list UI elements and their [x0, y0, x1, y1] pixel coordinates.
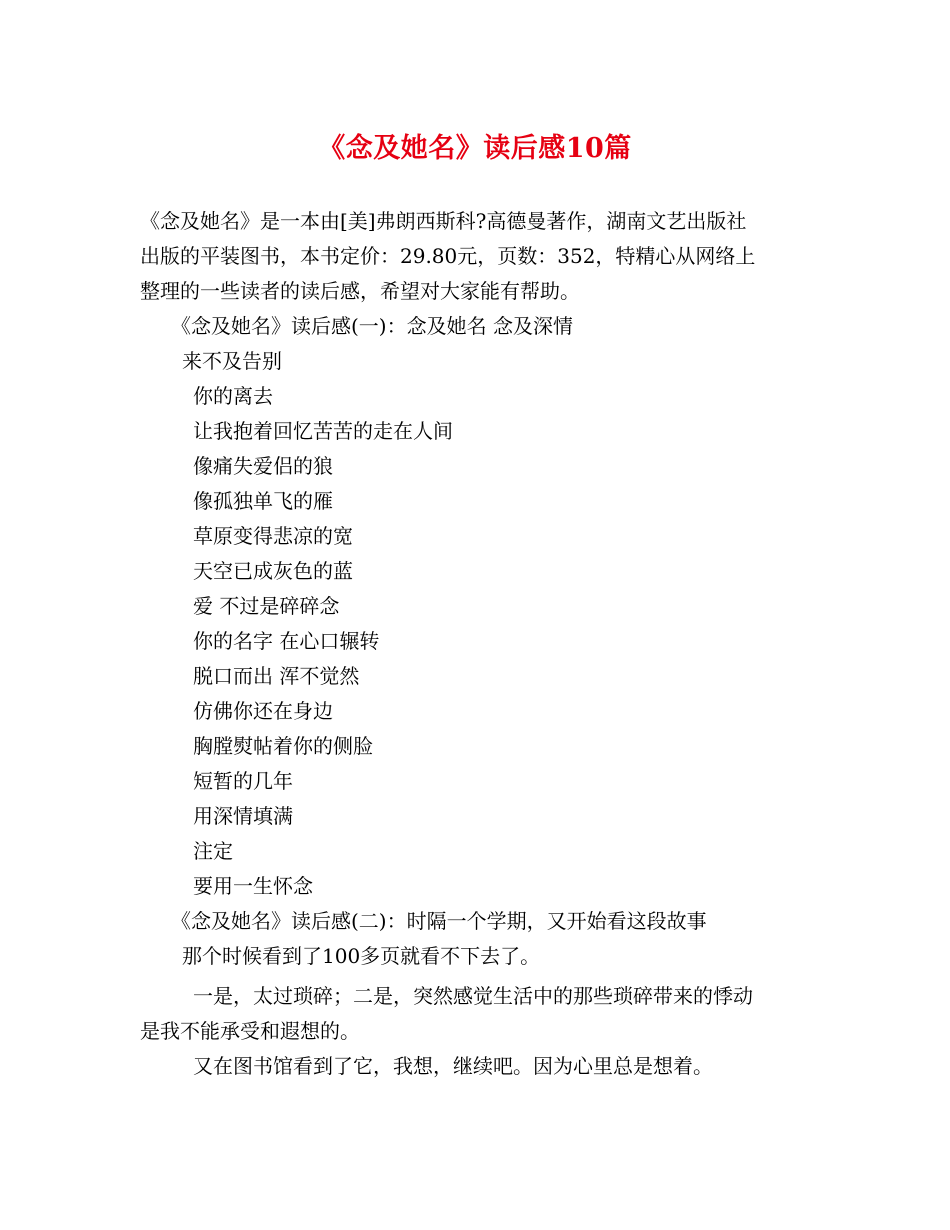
paragraph-line: 又在图书馆看到了它，我想，继续吧。因为心里总是想着。: [193, 1054, 713, 1078]
poem-line: 草原变得悲凉的宽: [193, 524, 353, 548]
poem-line: 让我抱着回忆苦苦的走在人间: [193, 419, 453, 443]
poem-line: 爱 不过是碎碎念: [193, 594, 340, 618]
poem-line: 胸膛熨帖着你的侧脸: [193, 734, 373, 758]
intro-line: 整理的一些读者的读后感，希望对大家能有帮助。: [140, 279, 580, 303]
poem-line: 注定: [193, 839, 233, 863]
poem-line: 像孤独单飞的雁: [193, 489, 333, 513]
poem-line: 仿佛你还在身边: [193, 699, 333, 723]
poem-line: 你的离去: [193, 384, 273, 408]
page-title: 《念及她名》读后感10篇: [318, 133, 632, 164]
intro-line: 《念及她名》是一本由[美]弗朗西斯科?高德曼著作，湖南文艺出版社: [140, 209, 747, 233]
poem-line: 你的名字 在心口辗转: [193, 629, 380, 653]
paragraph-line: 是我不能承受和遐想的。: [140, 1019, 360, 1043]
poem-line: 要用一生怀念: [193, 874, 313, 898]
poem-line: 脱口而出 浑不觉然: [193, 664, 360, 688]
poem-line: 像痛失爱侣的狼: [193, 454, 333, 478]
intro-line: 出版的平装图书，本书定价：29.80元，页数：352，特精心从网络上: [140, 244, 756, 268]
poem-line: 天空已成灰色的蓝: [193, 559, 353, 583]
paragraph-line: 那个时候看到了100多页就看不下去了。: [182, 944, 541, 968]
poem-line: 短暂的几年: [193, 769, 293, 793]
section-heading: 《念及她名》读后感(一)：念及她名 念及深情: [171, 314, 573, 338]
poem-line: 用深情填满: [193, 804, 293, 828]
paragraph-line: 一是，太过琐碎；二是，突然感觉生活中的那些琐碎带来的悸动: [193, 984, 753, 1008]
section-heading: 《念及她名》读后感(二)：时隔一个学期，又开始看这段故事: [171, 909, 707, 933]
poem-line: 来不及告别: [182, 349, 282, 373]
